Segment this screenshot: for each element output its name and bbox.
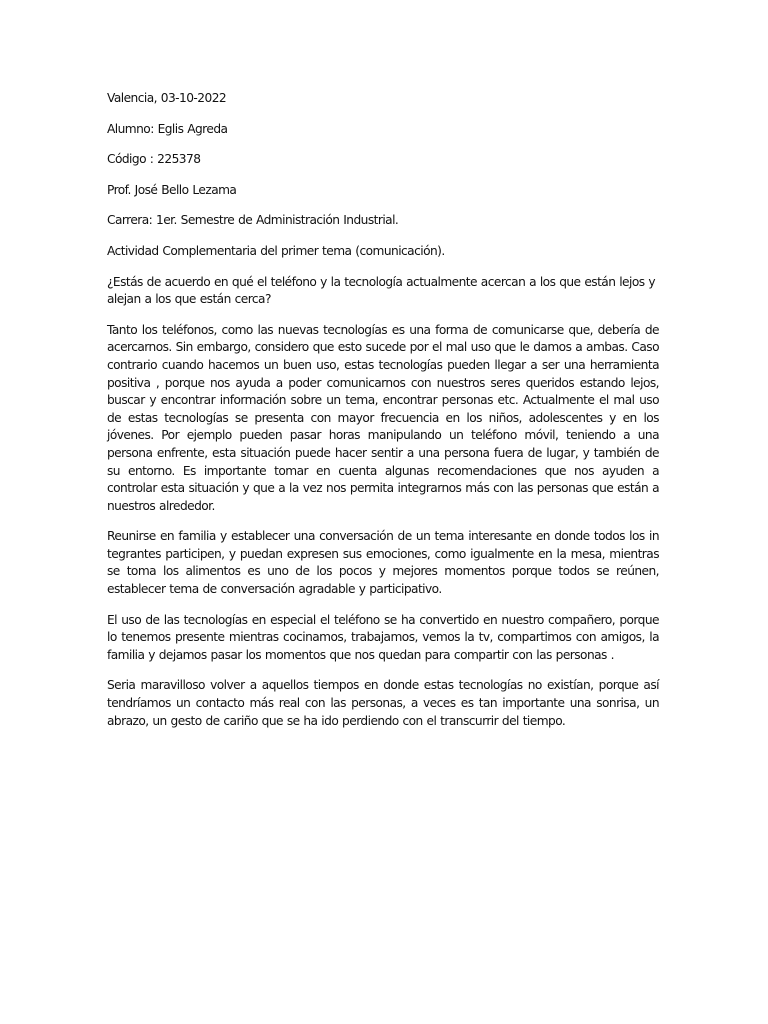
document-body [107, 90, 659, 743]
code-line: Código : 225378 [107, 152, 201, 167]
date-line: Valencia, 03-10-2022 [107, 91, 227, 105]
student-line: Alumno: Eglis Agreda [107, 121, 228, 136]
activity-line: Actividad Complementaria del primer tema (comunicación). [107, 243, 445, 258]
body-paragraph-1: Tanto los teléfonos, como las nuevas tecnologías es una forma de comunicarse que, debería de acercarnos. Sin embargo, considero que esto sucede por el mal uso que le damos a ambas. Caso contrario cuando hacemos un buen uso, estas tecnologías pueden llegar a ser una herramienta positiva , porque nos ayuda a poder comunicarnos con nuestros seres queridos estando lejos, buscar y encontrar información sobre un tema, encontrar personas etc. Actualmente el mal uso de estas tecnologías se presenta con mayor frecuencia en los niños, adolescentes y en los jóvenes. Por ejemplo pueden pasar horas manipulando un teléfono móvil, teniendo a una persona enfrente, esta situación puede hacer sentir a una persona fuera de lugar, y también de su entorno. Es importante tomar en cuenta algunas recomendaciones que nos ayuden a controlar esta situación y que a la vez nos permita integrarnos más con las personas que están a nuestros alrededor. [107, 322, 659, 513]
body-paragraph-4: Seria maravilloso volver a aquellos tiempos en donde estas tecnologías no existían, porque así tendríamos un contacto más real con las personas, a veces es tan importante una sonrisa, un abrazo, un gesto de cariño que se ha ido perdiendo con el transcurrir del tiempo. [107, 678, 659, 728]
body-paragraph-2: Reunirse en familia y establecer una conversación de un tema interesante en donde todos los in tegrantes participen, y puedan expresen sus emociones, como igualmente en la mesa, mientras se toma los alimentos es uno de los pocos y mejores momentos porque todos se reúnen, establecer tema de conversación agradable y participativo. [107, 529, 659, 597]
body-paragraph-3: El uso de las tecnologías en especial el teléfono se ha convertido en nuestro compañero, porque lo tenemos presente mientras cocinamos, trabajamos, vemos la tv, compartimos con amigos, la familia y dejamos pasar los momentos que nos quedan para compartir con las personas . [107, 612, 659, 662]
question-paragraph: ¿Estás de acuerdo en qué el teléfono y la tecnología actualmente acercan a los que están lejos y alejan a los que están cerca? [107, 274, 656, 307]
professor-line: Prof. José Bello Lezama [107, 182, 237, 197]
career-line: Carrera: 1er. Semestre de Administración Industrial. [107, 213, 399, 228]
